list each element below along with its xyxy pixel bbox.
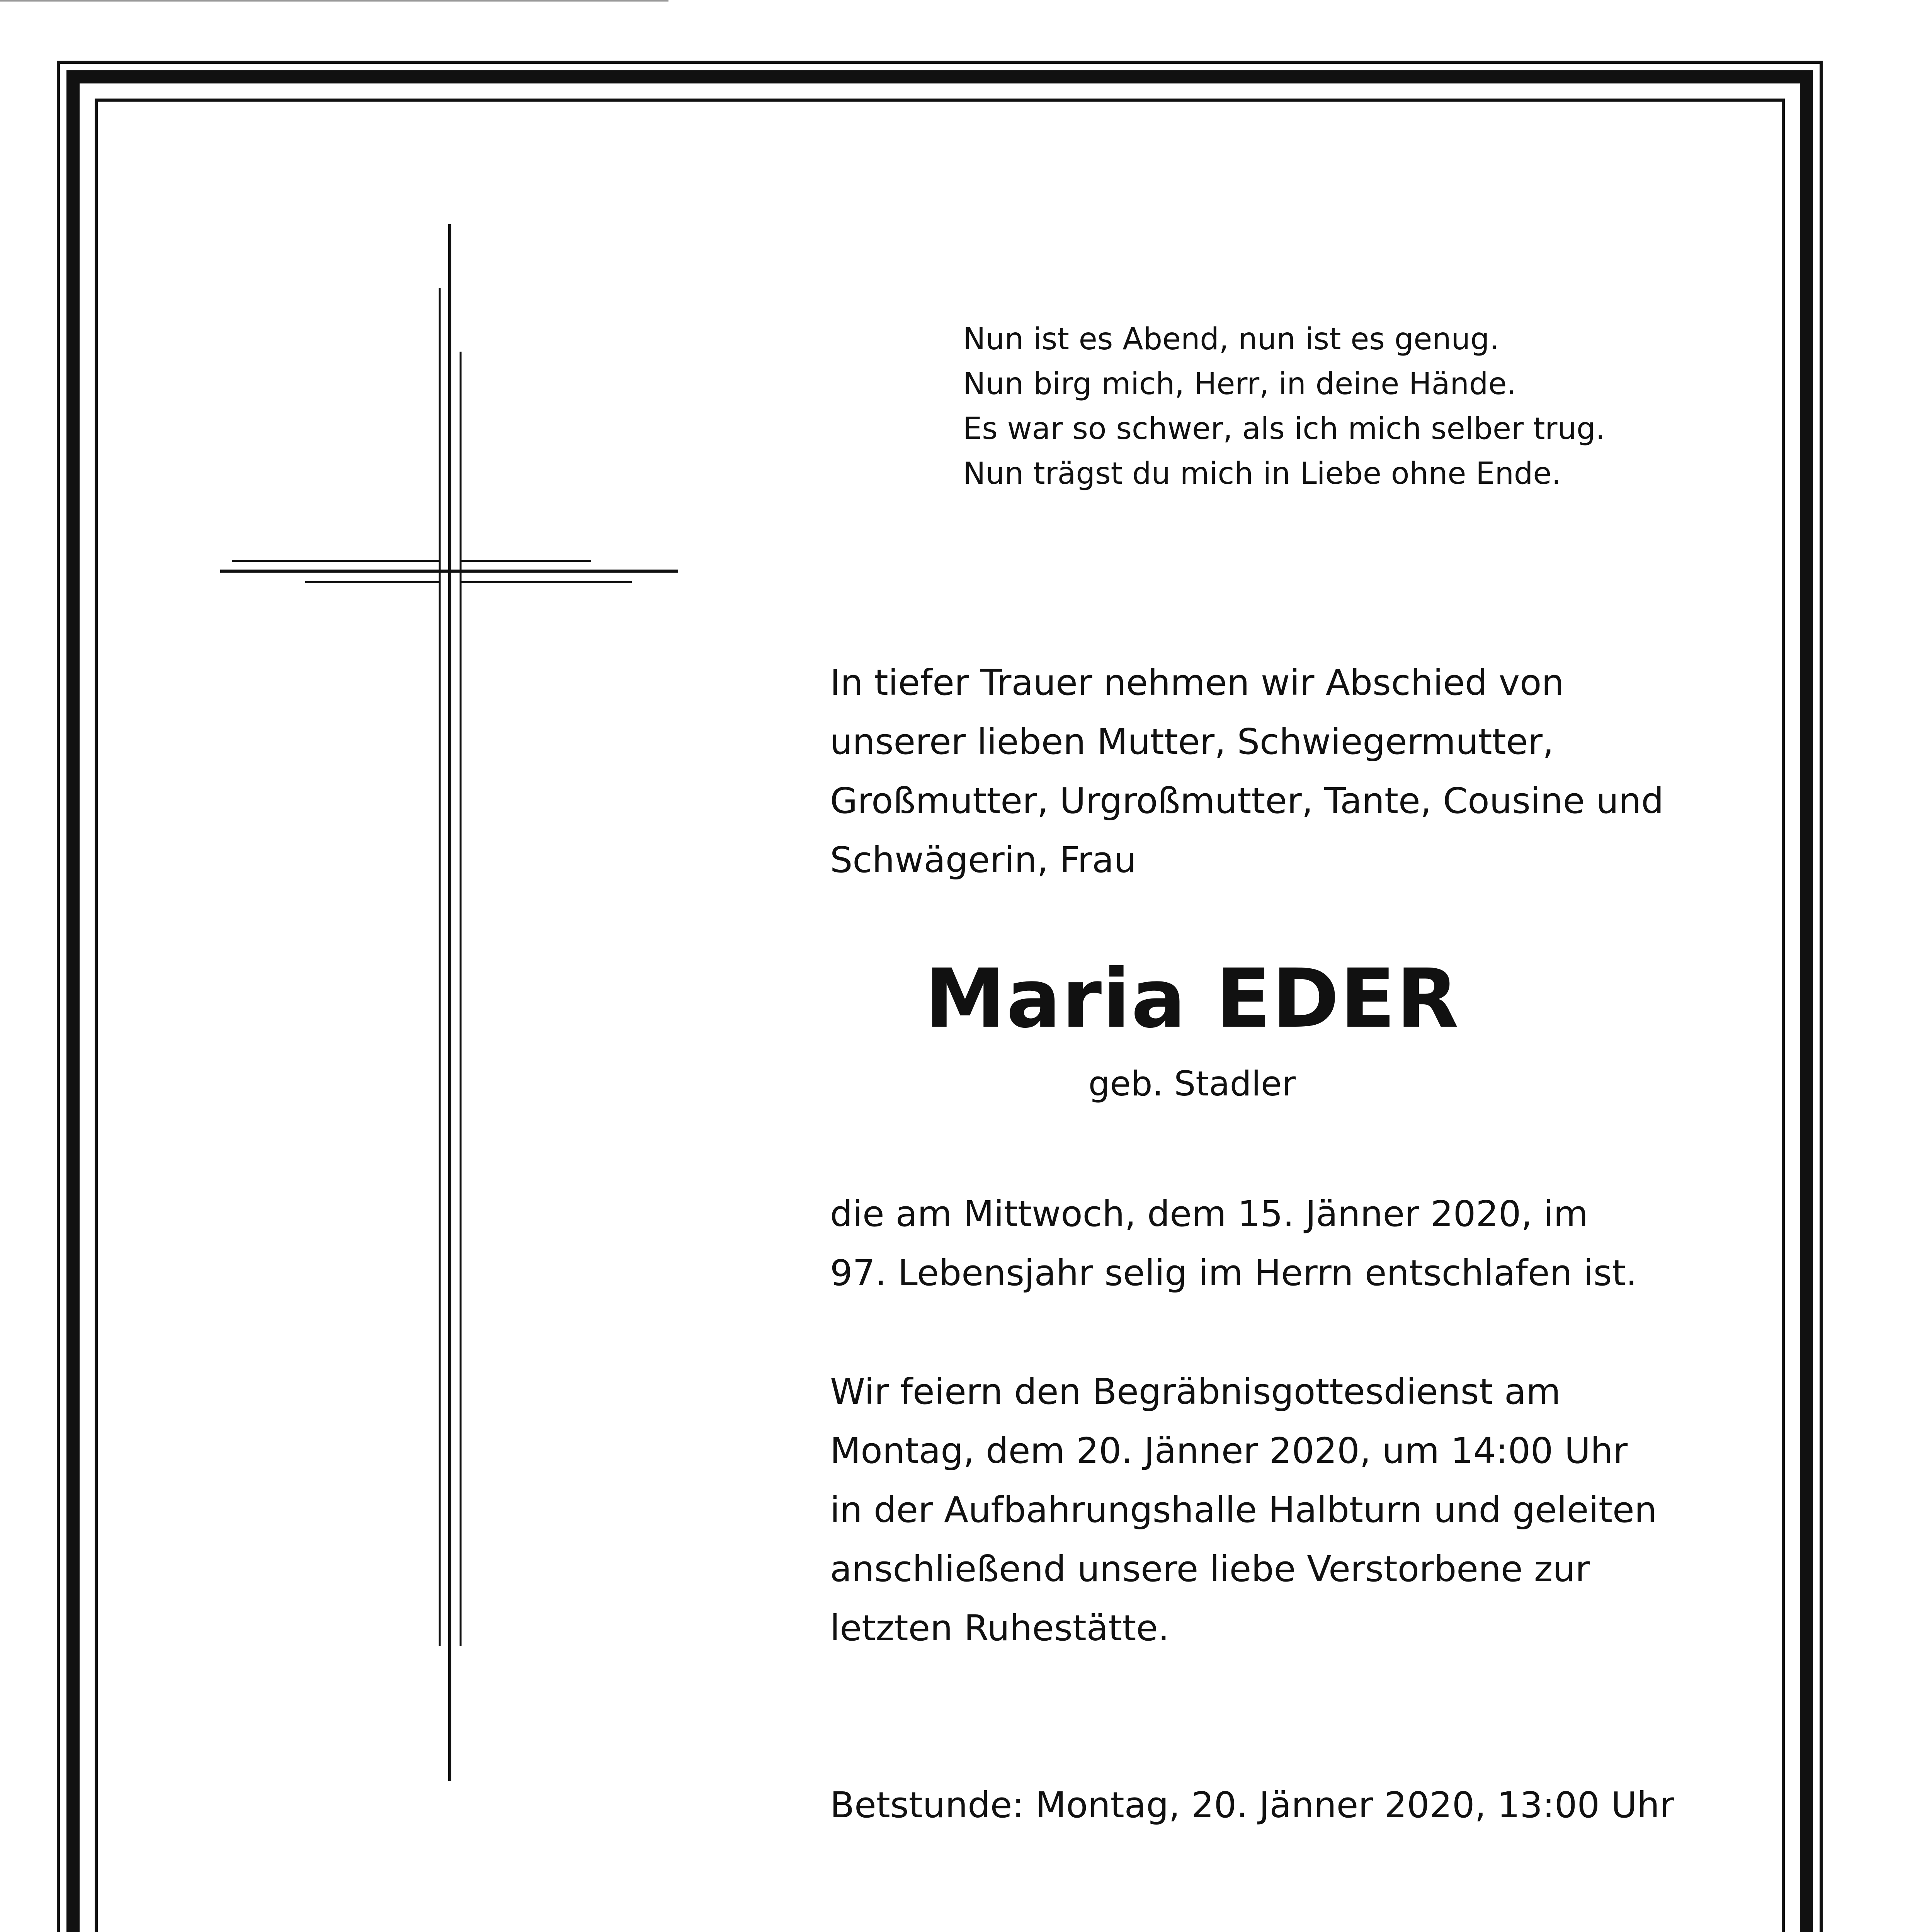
intro-line: unserer lieben Mutter, Schwiegermutter, bbox=[830, 721, 1554, 762]
intro-line: Schwägerin, Frau bbox=[830, 839, 1136, 881]
poem-line: Nun ist es Abend, nun ist es genug. bbox=[963, 322, 1499, 357]
poem-line: Nun trägst du mich in Liebe ohne Ende. bbox=[963, 456, 1561, 491]
funeral-line: letzten Ruhestätte. bbox=[830, 1607, 1170, 1649]
poem bbox=[963, 317, 1605, 496]
prayer-hour-text: Betstunde: Montag, 20. Jänner 2020, 13:00 Uhr bbox=[830, 1784, 1674, 1826]
poem-line: Es war so schwer, als ich mich selber trug. bbox=[963, 412, 1606, 446]
funeral-line: Wir feiern den Begräbnisgottesdienst am bbox=[830, 1371, 1561, 1412]
intro-paragraph bbox=[830, 653, 1664, 889]
intro-line: In tiefer Trauer nehmen wir Abschied von bbox=[830, 662, 1564, 703]
poem-line: Nun birg mich, Herr, in deine Hände. bbox=[963, 367, 1517, 401]
death-notice-line: die am Mittwoch, dem 15. Jänner 2020, im bbox=[830, 1193, 1589, 1235]
funeral-line: Montag, dem 20. Jänner 2020, um 14:00 Uhr bbox=[830, 1430, 1628, 1471]
funeral-line: anschließend unsere liebe Verstorbene zur bbox=[830, 1548, 1590, 1590]
cross-icon bbox=[220, 224, 684, 1789]
funeral-line: in der Aufbahrungshalle Halbturn und geleiten bbox=[830, 1489, 1657, 1531]
funeral-paragraph bbox=[830, 1362, 1657, 1658]
death-notice-paragraph bbox=[830, 1184, 1637, 1303]
prayer-hour bbox=[830, 1776, 1674, 1835]
maiden-name: geb. Stadler bbox=[1088, 1064, 1296, 1104]
deceased-name: Maria EDER bbox=[925, 951, 1459, 1046]
intro-line: Großmutter, Urgroßmutter, Tante, Cousine und bbox=[830, 780, 1664, 821]
scan-edge bbox=[0, 0, 668, 2]
death-notice-line: 97. Lebensjahr selig im Herrn entschlafen ist. bbox=[830, 1252, 1637, 1294]
